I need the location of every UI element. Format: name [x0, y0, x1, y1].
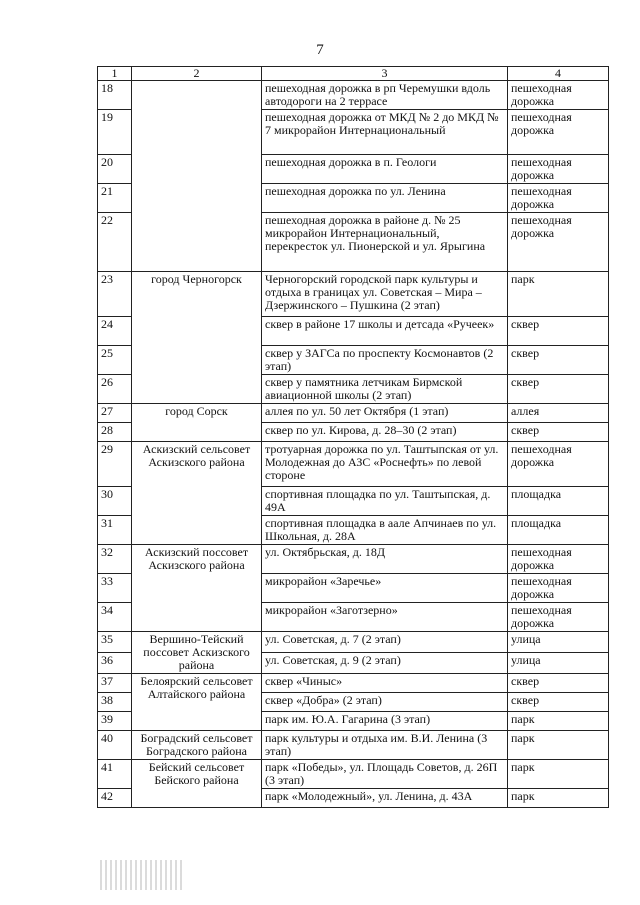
object-type-cell: парк — [508, 731, 609, 760]
table-row — [98, 632, 609, 653]
row-number: 25 — [98, 346, 132, 375]
row-number: 31 — [98, 516, 132, 545]
object-cell: сквер у ЗАГСа по проспекту Космонавтов (2 этап) — [262, 346, 508, 375]
object-type-cell: пешеходная дорожка — [508, 184, 609, 213]
object-cell: спортивная площадка в аале Апчинаев по ул. Школьная, д. 28А — [262, 516, 508, 545]
row-number: 24 — [98, 317, 132, 346]
row-number: 41 — [98, 760, 132, 789]
table-row — [98, 731, 609, 760]
row-number: 23 — [98, 272, 132, 317]
page-number: 7 — [316, 42, 324, 58]
row-number: 38 — [98, 693, 132, 712]
object-cell: сквер у памятника летчикам Бирмской авиационной школы (2 этап) — [262, 375, 508, 404]
row-number: 33 — [98, 574, 132, 603]
object-cell: аллея по ул. 50 лет Октября (1 этап) — [262, 404, 508, 423]
table-body — [98, 81, 609, 808]
object-type-cell: сквер — [508, 375, 609, 404]
object-cell: пешеходная дорожка от МКД № 2 до МКД № 7 микрорайон Интернациональный — [262, 110, 508, 155]
object-type-cell: парк — [508, 760, 609, 789]
object-cell: парк «Победы», ул. Площадь Советов, д. 26П (3 этап) — [262, 760, 508, 789]
municipality-cell: Белоярский сельсовет Алтайского района — [132, 674, 262, 731]
object-type-cell: пешеходная дорожка — [508, 155, 609, 184]
row-number: 22 — [98, 213, 132, 272]
table-row — [98, 674, 609, 693]
table-row — [98, 272, 609, 317]
object-cell: пешеходная дорожка в п. Геологи — [262, 155, 508, 184]
object-cell: микрорайон «Заречье» — [262, 574, 508, 603]
row-number: 32 — [98, 545, 132, 574]
object-type-cell: пешеходная дорожка — [508, 81, 609, 110]
table-row — [98, 760, 609, 789]
row-number: 27 — [98, 404, 132, 423]
object-cell: парк им. Ю.А. Гагарина (3 этап) — [262, 712, 508, 731]
row-number: 42 — [98, 789, 132, 808]
scan-artifact — [100, 860, 185, 890]
object-cell: тротуарная дорожка по ул. Таштыпская от ул. Молодежная до АЗС «Роснефть» по левой стороне — [262, 442, 508, 487]
object-cell: ул. Советская, д. 9 (2 этап) — [262, 653, 508, 674]
municipality-cell: город Черногорск — [132, 272, 262, 404]
row-number: 34 — [98, 603, 132, 632]
municipality-cell: Аскизский сельсовет Аскизского района — [132, 442, 262, 545]
object-cell: пешеходная дорожка в районе д. № 25 микрорайон Интернациональный, перекресток ул. Пионерской и ул. Ярыгина — [262, 213, 508, 272]
object-cell: пешеходная дорожка по ул. Ленина — [262, 184, 508, 213]
row-number: 20 — [98, 155, 132, 184]
object-type-cell: сквер — [508, 423, 609, 442]
row-number: 19 — [98, 110, 132, 155]
municipality-cell: Боградский сельсовет Боградского района — [132, 731, 262, 760]
object-type-cell: парк — [508, 712, 609, 731]
object-type-cell: парк — [508, 789, 609, 808]
object-cell: сквер по ул. Кирова, д. 28–30 (2 этап) — [262, 423, 508, 442]
object-cell: спортивная площадка по ул. Таштыпская, д. 49А — [262, 487, 508, 516]
column-header: 1 — [98, 67, 132, 81]
row-number: 39 — [98, 712, 132, 731]
table-row — [98, 442, 609, 487]
object-cell: парк культуры и отдыха им. В.И. Ленина (3 этап) — [262, 731, 508, 760]
row-number: 36 — [98, 653, 132, 674]
improvement-objects-table — [97, 66, 609, 808]
object-type-cell: сквер — [508, 317, 609, 346]
object-type-cell: сквер — [508, 346, 609, 375]
object-cell: ул. Советская, д. 7 (2 этап) — [262, 632, 508, 653]
row-number: 35 — [98, 632, 132, 653]
object-cell: сквер в районе 17 школы и детсада «Ручеек» — [262, 317, 508, 346]
object-cell: Черногорский городской парк культуры и отдыха в границах ул. Советская – Мира – Дзержинского – Пушкина (2 этап) — [262, 272, 508, 317]
object-type-cell: парк — [508, 272, 609, 317]
object-type-cell: улица — [508, 653, 609, 674]
table-row — [98, 545, 609, 574]
column-header: 3 — [262, 67, 508, 81]
object-cell: пешеходная дорожка в рп Черемушки вдоль автодороги на 2 террасе — [262, 81, 508, 110]
row-number: 28 — [98, 423, 132, 442]
object-cell: микрорайон «Заготзерно» — [262, 603, 508, 632]
column-header: 4 — [508, 67, 609, 81]
table-row — [98, 81, 609, 110]
object-cell: сквер «Добра» (2 этап) — [262, 693, 508, 712]
object-type-cell: пешеходная дорожка — [508, 442, 609, 487]
object-cell: парк «Молодежный», ул. Ленина, д. 43А — [262, 789, 508, 808]
row-number: 37 — [98, 674, 132, 693]
header-row — [98, 67, 609, 81]
object-type-cell: пешеходная дорожка — [508, 574, 609, 603]
object-type-cell: сквер — [508, 674, 609, 693]
municipality-cell: Аскизский поссовет Аскизского района — [132, 545, 262, 632]
object-type-cell: сквер — [508, 693, 609, 712]
municipality-cell: Вершино-Тейский поссовет Аскизского района — [132, 632, 262, 674]
row-number: 40 — [98, 731, 132, 760]
object-type-cell: пешеходная дорожка — [508, 110, 609, 155]
row-number: 29 — [98, 442, 132, 487]
object-type-cell: пешеходная дорожка — [508, 603, 609, 632]
column-header: 2 — [132, 67, 262, 81]
object-type-cell: аллея — [508, 404, 609, 423]
object-cell: ул. Октябрьская, д. 18Д — [262, 545, 508, 574]
object-type-cell: площадка — [508, 487, 609, 516]
row-number: 26 — [98, 375, 132, 404]
municipality-cell: город Сорск — [132, 404, 262, 442]
row-number: 21 — [98, 184, 132, 213]
object-type-cell: улица — [508, 632, 609, 653]
municipality-cell: Бейский сельсовет Бейского района — [132, 760, 262, 808]
municipality-cell — [132, 81, 262, 272]
object-type-cell: площадка — [508, 516, 609, 545]
object-type-cell: пешеходная дорожка — [508, 545, 609, 574]
row-number: 30 — [98, 487, 132, 516]
object-cell: сквер «Чиныс» — [262, 674, 508, 693]
object-type-cell: пешеходная дорожка — [508, 213, 609, 272]
row-number: 18 — [98, 81, 132, 110]
table-row — [98, 404, 609, 423]
